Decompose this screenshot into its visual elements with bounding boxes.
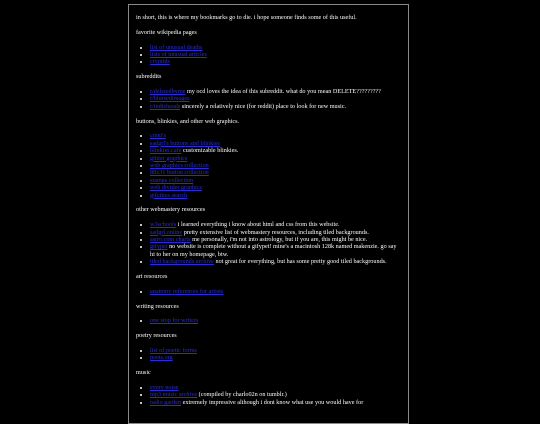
bookmark-link[interactable]: sadgrl's buttons and blinkies [150, 139, 221, 147]
bookmark-link[interactable]: stamps collection [150, 176, 194, 184]
section-heading: poetry resources [136, 332, 177, 340]
bookmark-link[interactable]: r/blursedimages [150, 95, 190, 103]
list-item [150, 192, 401, 199]
list-item [150, 258, 401, 265]
list-item [150, 44, 401, 51]
bookmark-link[interactable]: web divider graphics [150, 184, 202, 192]
bookmark-link[interactable]: every noise [150, 384, 179, 392]
bookmark-link[interactable]: poets.org [150, 354, 173, 362]
list-item [150, 354, 401, 361]
bookmark-link[interactable]: anatomy references for artists [150, 287, 224, 295]
list-item [150, 347, 401, 354]
bookmark-description: customizable blinkies. [181, 147, 239, 155]
bookmark-description: no website is complete without a gifypet! mine's a macintosh 128k named makenzie. go say hi to her on my homepage, btw. [150, 243, 397, 258]
section-heading: favorite wikipedia pages [136, 28, 197, 36]
list-item [150, 95, 401, 102]
bookmark-description: i learned everything i know about html and css from this website. [176, 221, 340, 229]
bookmarks-panel [128, 4, 409, 424]
list-item [150, 288, 401, 295]
bookmark-link[interactable]: tiled backgrounds archive [150, 258, 214, 266]
list-item [150, 391, 401, 398]
list-item [150, 317, 401, 324]
list-item [150, 155, 401, 162]
bookmark-description: my ocd loves the idea of this subreddit. what do you mean DELETE????????? [185, 88, 381, 95]
list-item [150, 88, 401, 95]
list-item [150, 103, 401, 110]
bookmark-description: extremely impressive although i dont know what use you would have for [181, 398, 364, 406]
list-item [150, 58, 401, 65]
list-item [150, 140, 401, 147]
section-heading: music [136, 369, 151, 377]
bookmark-link[interactable]: astro.com charts [150, 236, 191, 244]
list-item [150, 243, 401, 258]
section-heading: art resources [136, 273, 168, 281]
bookmark-description: me personally, i'm not into astrology, but if you are, this might be nice. [190, 236, 368, 244]
bookmark-link[interactable]: r/indieheads [150, 102, 181, 110]
bookmark-description: pretty extensive list of webmastery resources, including tiled backgrounds. [182, 228, 369, 236]
section-heading: subreddits [136, 73, 162, 81]
bookmark-list [136, 288, 401, 295]
intro-text: in short, this is where my bookmarks go to die. i hope someone finds some of this useful. [136, 14, 357, 21]
list-item [150, 147, 401, 154]
bookmark-description: sincerely a relatively nice (for reddit) place to look for new music. [180, 102, 347, 110]
list-item [150, 184, 401, 191]
bookmark-link[interactable]: gifypet [150, 243, 168, 251]
section-heading: buttons, blinkies, and other web graphics. [136, 117, 240, 125]
bookmark-link[interactable]: gifcities search [150, 191, 188, 199]
list-item [150, 229, 401, 236]
bookmark-link[interactable]: mp3 music archive [150, 391, 198, 399]
bookmark-link[interactable]: r/deletedbyme [150, 88, 186, 95]
list-item [150, 384, 401, 391]
bookmark-link[interactable]: one stop for writers [150, 317, 199, 325]
list-item [150, 169, 401, 176]
bookmark-link[interactable]: w3schools [150, 221, 177, 229]
list-item [150, 51, 401, 58]
bookmark-list [136, 88, 401, 110]
bookmark-link[interactable]: list of poetic forms [150, 347, 197, 355]
section-heading: other webmastery resources [136, 206, 206, 214]
bookmark-list [136, 221, 401, 265]
list-item [150, 399, 401, 406]
bookmark-sections [136, 29, 401, 406]
bookmark-link[interactable]: sadgrl.online [150, 228, 183, 236]
bookmark-link[interactable]: lists of unusual articles [150, 51, 207, 58]
bookmark-link[interactable]: web graphics collection [150, 162, 209, 170]
section-heading: writing resources [136, 302, 179, 310]
list-item [150, 132, 401, 139]
list-item [150, 162, 401, 169]
bookmark-link[interactable]: glitter graphics [150, 154, 188, 162]
bookmark-list [136, 132, 401, 199]
bookmark-link[interactable]: radio garden [150, 398, 182, 406]
bookmark-link[interactable]: blinkies.cafe [150, 147, 182, 155]
bookmark-description: (compiled by charlo02n on tumblr.) [197, 391, 287, 399]
bookmark-link[interactable]: cinni's [150, 132, 166, 140]
list-item [150, 177, 401, 184]
bookmark-description: not great for everything, but has some pretty good tiled backgrounds. [213, 258, 387, 266]
bookmark-list [136, 384, 401, 406]
bookmark-list [136, 44, 401, 66]
bookmark-link[interactable]: 88x31 button collection [150, 169, 209, 177]
bookmark-link[interactable]: cryptids [150, 58, 170, 66]
bookmark-link[interactable]: list of unusual deaths [150, 43, 203, 51]
list-item [150, 221, 401, 228]
bookmark-list [136, 317, 401, 324]
bookmark-list [136, 347, 401, 362]
list-item [150, 236, 401, 243]
